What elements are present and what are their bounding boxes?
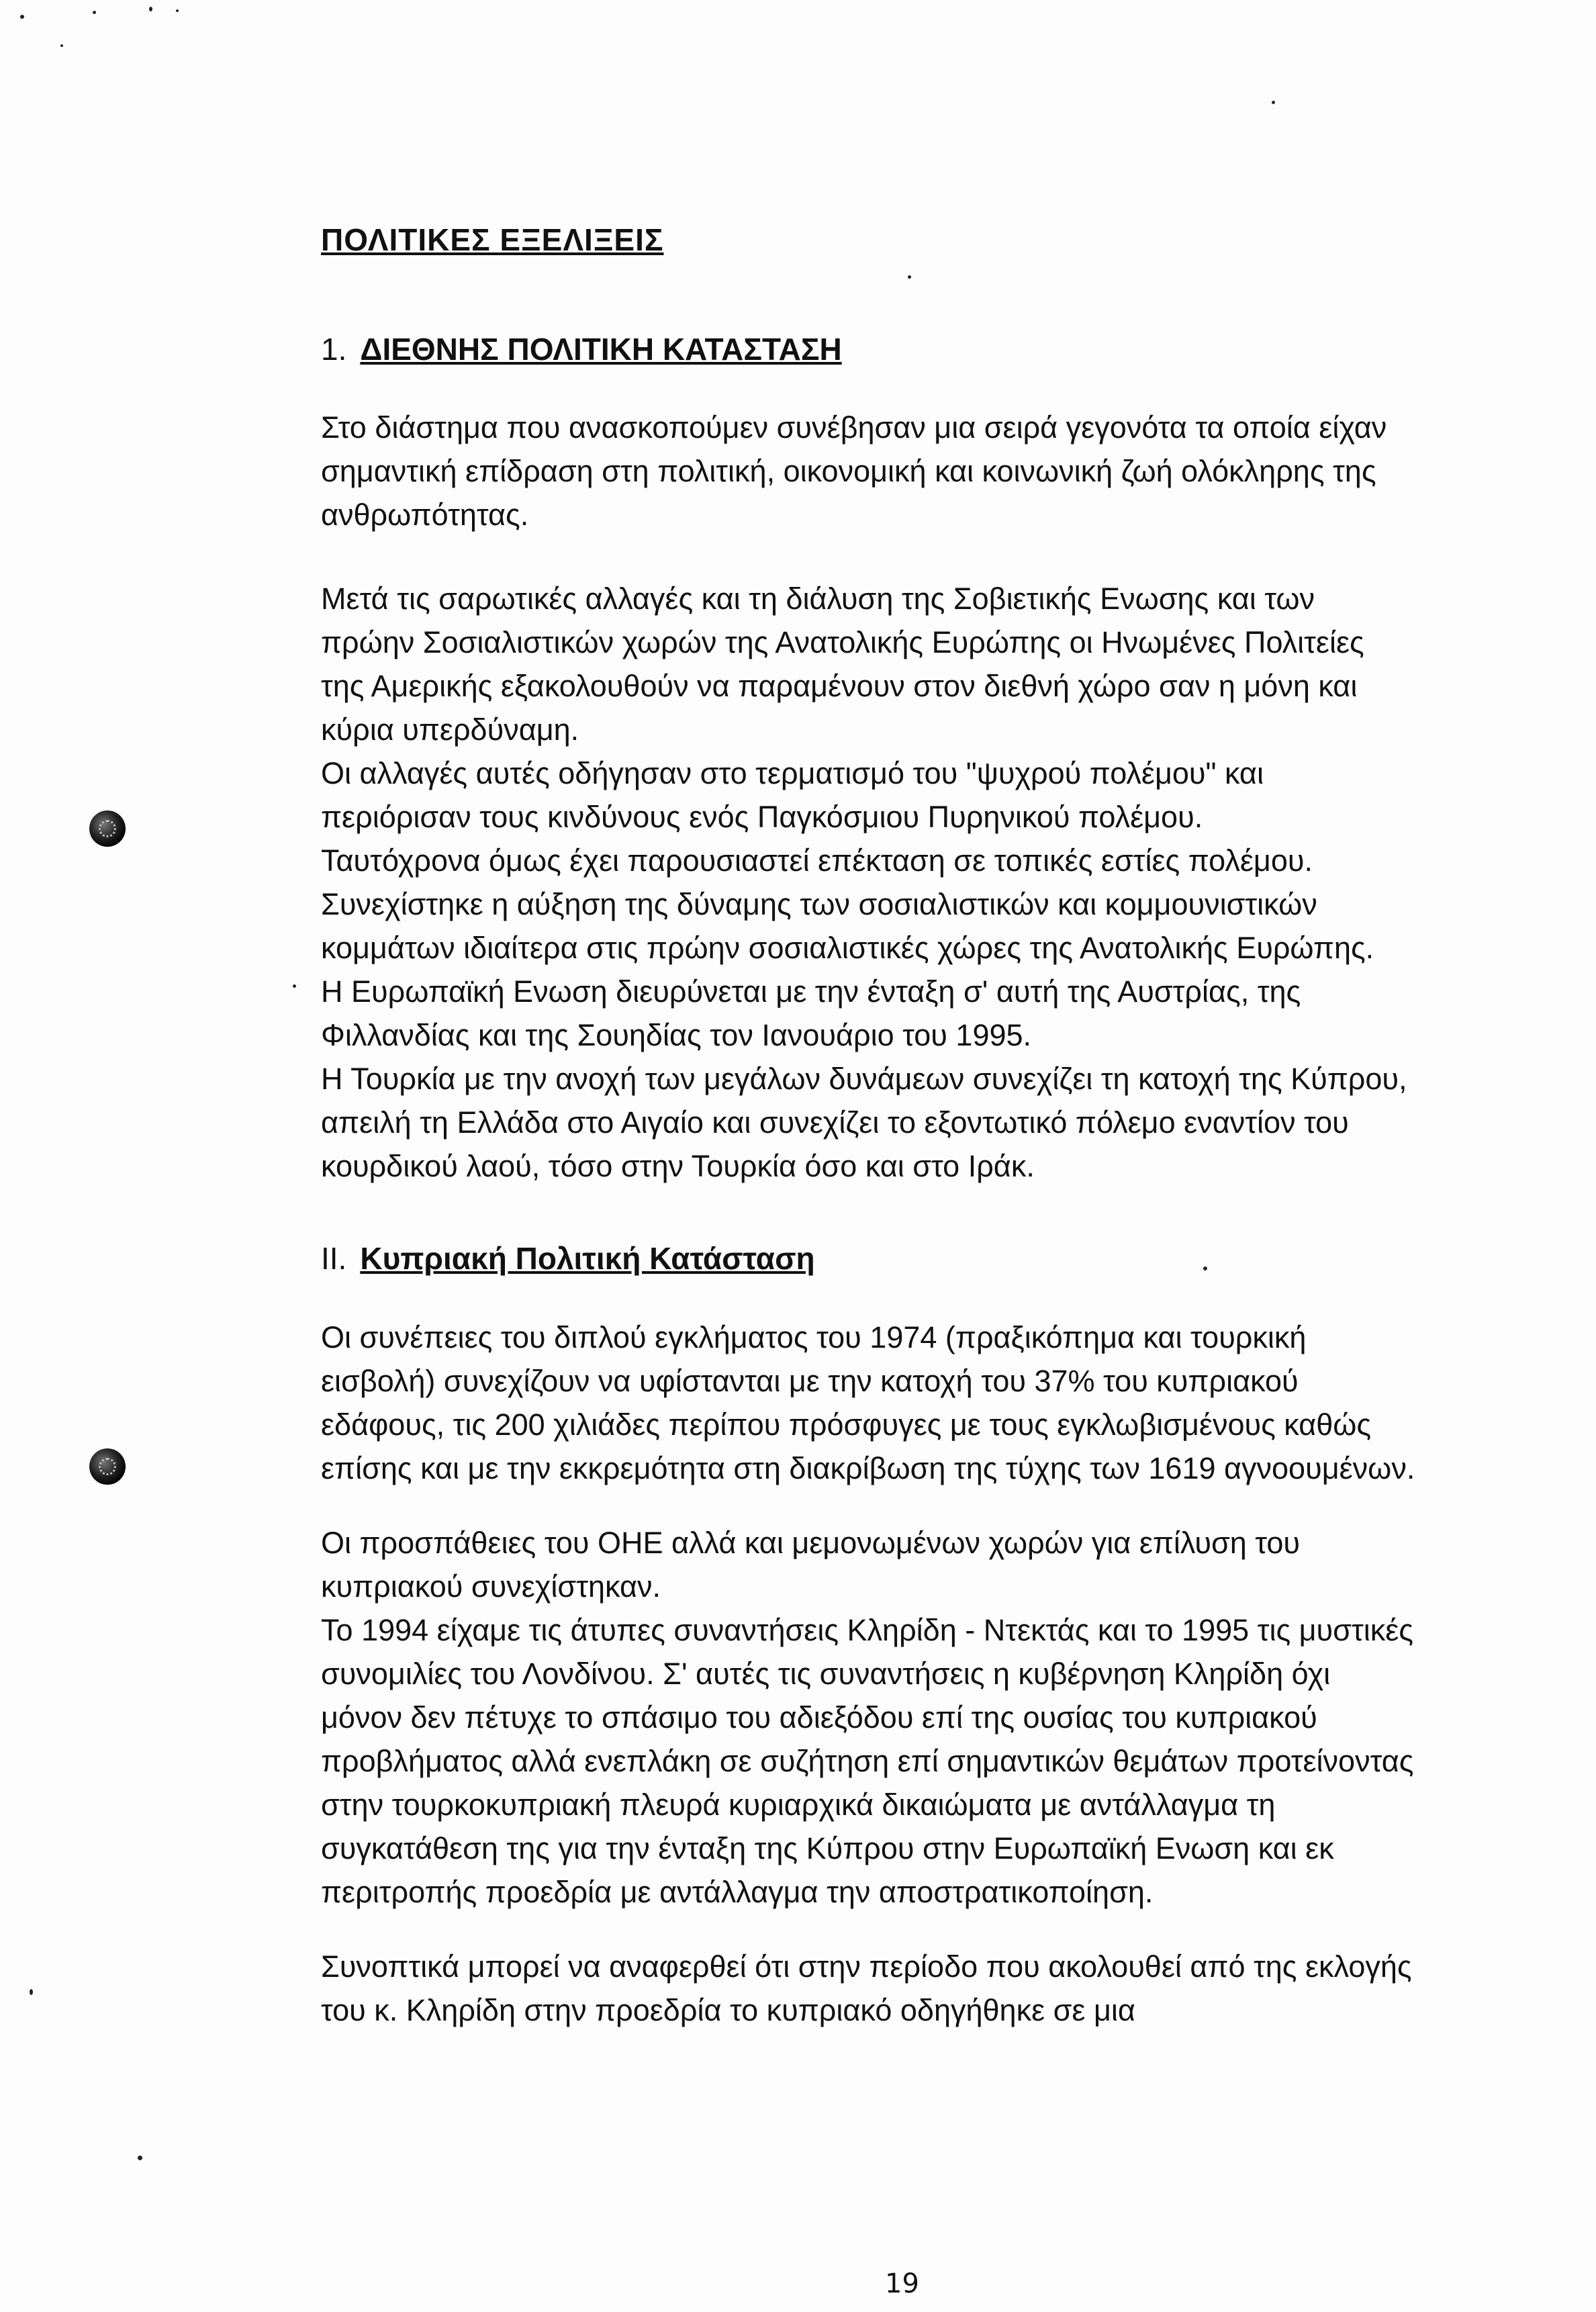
paragraph: Οι συνέπειες του διπλού εγκλήματος του 1974 (πραξικόπημα και τουρκική εισβολή) συνεχίζουν να υφίστανται με την κατοχή του 37% του κυπριακού εδάφους, τις 200 χιλιάδες περίπου πρόσφυγες με τους εγκλωβισμένους καθώς επίσης και με την εκκρεμότητα στη διακρίβωση της τύχης των 1619 αγνοουμένων. — [321, 1320, 1415, 1485]
document-body — [321, 222, 1415, 2032]
scan-speck — [93, 11, 96, 14]
scan-speck — [20, 15, 24, 19]
paragraph: Η Τουρκία με την ανοχή των μεγάλων δυνάμεων συνεχίζει τη κατοχή της Κύπρου, απειλή τη Ελλάδα στο Αιγαίο και συνεχίζει το εξοντωτικό πόλεμο εναντίον του κουρδικού λαού, τόσο στην Τουρκία όσο και στο Ιράκ. — [321, 1062, 1407, 1184]
section-number: 1. — [321, 332, 347, 367]
section-title: ΔΙΕΘΝΗΣ ΠΟΛΙΤΙΚΗ ΚΑΤΑΣΤΑΣΗ — [360, 332, 842, 367]
page-number: 19 — [885, 2268, 919, 2299]
paragraph: Ταυτόχρονα όμως έχει παρουσιαστεί επέκταση σε τοπικές εστίες πολέμου. — [321, 843, 1313, 878]
paragraph: Οι αλλαγές αυτές οδήγησαν στο τερματισμό του "ψυχρού πολέμου" και περιόρισαν τους κινδύνους ενός Παγκόσμιου Πυρηνικού πολέμου. — [321, 756, 1264, 835]
section-number: ΙΙ. — [321, 1241, 347, 1277]
paragraph: Η Ευρωπαϊκή Ενωση διευρύνεται με την ένταξη σ' αυτή της Αυστρίας, της Φιλλανδίας και της Σουηδίας τον Ιανουάριο του 1995. — [321, 974, 1301, 1053]
paragraph: Στο διάστημα που ανασκοπούμεν συνέβησαν μια σειρά γεγονότα τα οποία είχαν σημαντική επίδραση στη πολιτική, οικονομική και κοινωνική ζωή ολόκληρης της ανθρωπότητας. — [321, 410, 1387, 533]
paragraph: Συνοπτικά μπορεί να αναφερθεί ότι στην περίοδο που ακολουθεί από της εκλογής του κ. Κληρίδη στην προεδρία το κυπριακό οδηγήθηκε σε μια — [321, 1949, 1412, 2027]
paragraph: Μετά τις σαρωτικές αλλαγές και τη διάλυση της Σοβιετικής Ενωσης και των πρώην Σοσιαλιστικών χωρών της Ανατολικής Ευρώπης οι Ηνωμένες Πολιτείες της Αμερικής εξακολουθούν να παραμένουν στον διεθνή χώρο σαν η μόνη και κύρια υπερδύναμη. — [321, 582, 1364, 747]
document-title: ΠΟΛΙΤΙΚΕΣ ΕΞΕΛΙΞΕΙΣ — [321, 222, 664, 257]
scan-speck — [1272, 101, 1275, 104]
scan-speck — [176, 9, 179, 12]
punch-hole — [89, 1448, 126, 1485]
paragraph: Το 1994 είχαμε τις άτυπες συναντήσεις Κληρίδη - Ντεκτάς και το 1995 τις μυστικές συνομιλίες του Λονδίνου. Σ' αυτές τις συναντήσεις η κυβέρνηση Κληρίδη όχι μόνον δεν πέτυχε το σπάσιμο του αδιεξόδου επί της ουσίας του κυπριακού προβλήματος αλλά ενεπλάκη σε συζήτηση επί σημαντικών θεμάτων προτείνοντας στην τουρκοκυπριακή πλευρά κυριαρχικά δικαιώματα με αντάλλαγμα τη συγκατάθεση της για την ένταξη της Κύπρου στην Ευρωπαϊκή Ενωση και εκ περιτροπής προεδρία με αντάλλαγμα την αποστρατικοποίηση. — [321, 1612, 1414, 1909]
scan-speck — [60, 44, 63, 47]
punch-hole — [89, 811, 126, 847]
scan-speck — [149, 7, 152, 11]
paragraph: Συνεχίστηκε η αύξηση της δύναμης των σοσιαλιστικών και κομμουνιστικών κομμάτων ιδιαίτερα στις πρώην σοσιαλιστικές χώρες της Ανατολικής Ευρώπης. — [321, 887, 1374, 966]
section-heading-cyprus — [321, 1240, 1415, 1277]
scan-speck — [30, 1989, 33, 1995]
section-title: Κυπριακή Πολιτική Κατάσταση — [360, 1241, 815, 1277]
paragraph: Οι προσπάθειες του ΟΗΕ αλλά και μεμονωμένων χωρών για επίλυση του κυπριακού συνεχίστηκαν. — [321, 1525, 1301, 1604]
section-heading-international — [321, 331, 1415, 368]
scan-speck — [293, 984, 296, 988]
scan-speck — [138, 2156, 142, 2160]
